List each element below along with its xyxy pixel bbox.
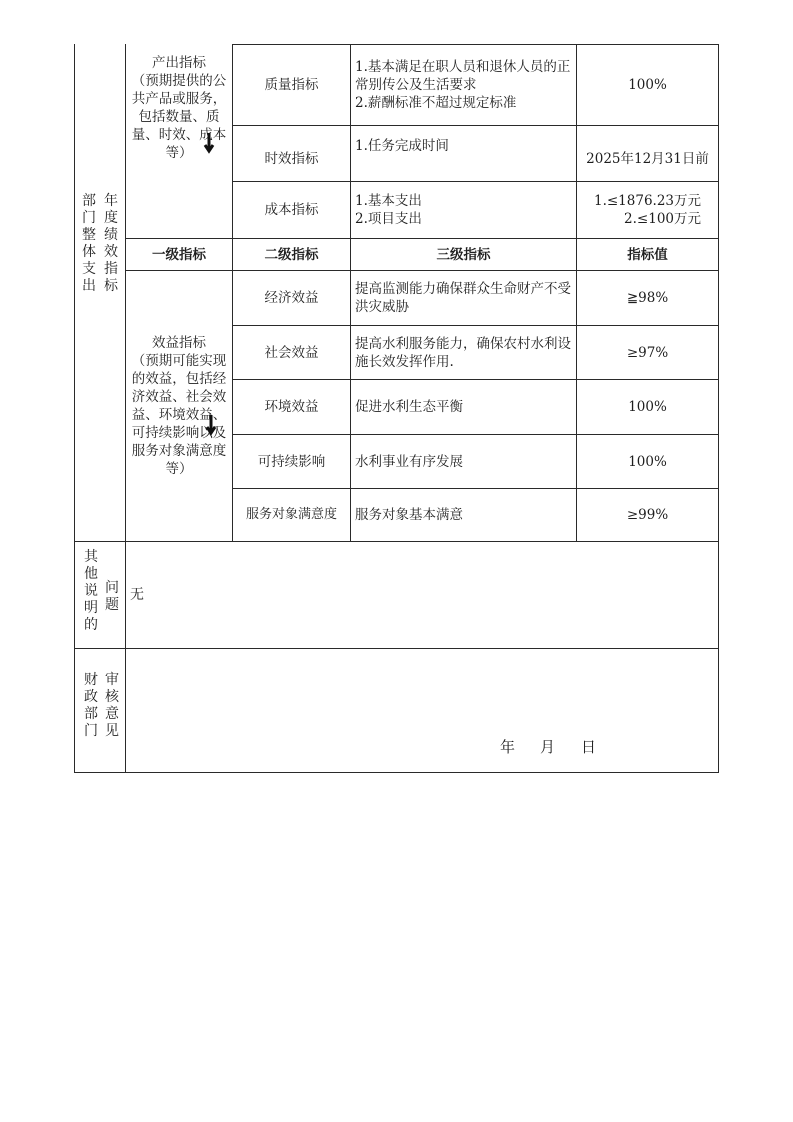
benefit-level2-sustainable: 可持续影响	[257, 453, 326, 470]
benefit-level2-satisfaction: 服务对象满意度	[245, 507, 337, 522]
output-category	[126, 54, 232, 182]
output-level2-cost: 成本指标	[264, 202, 319, 218]
header-level1: 一级指标	[152, 246, 206, 263]
output-level3-cost	[351, 182, 576, 238]
ink-mark-icon	[203, 133, 215, 155]
benefit-level3-environment: 促进水利生态平衡	[355, 399, 463, 415]
output-level3-cost-text: 1.基本支出 2.项目支出	[355, 193, 422, 227]
output-value-timeliness: 2025年12月31日前	[586, 150, 709, 167]
other-label-b: 问题	[105, 580, 119, 613]
output-level3-quality	[351, 45, 576, 125]
other-label-a: 其他说明的	[84, 549, 98, 633]
output-level3-timeliness: 1.任务完成时间	[355, 138, 449, 154]
benefit-level2-economic: 经济效益	[264, 290, 319, 306]
finance-date-day: 日	[581, 738, 597, 756]
benefit-level3-social: 提高水利服务能力，确保农村水利设施长效发挥作用.	[355, 335, 571, 370]
benefit-level2-social: 社会效益	[264, 344, 319, 361]
output-value-quality: 100%	[628, 77, 667, 93]
finance-label-b: 审核意见	[105, 672, 119, 739]
benefit-level3-satisfaction: 服务对象基本满意	[355, 507, 463, 523]
benefit-level3-sustainable: 水利事业有序发展	[355, 453, 463, 470]
benefit-value-social: ≥97%	[626, 344, 669, 361]
border-left	[74, 44, 75, 773]
output-value-cost	[577, 182, 718, 238]
header-level2: 二级指标	[264, 246, 319, 263]
row-line-bottom	[74, 772, 719, 773]
border-right	[718, 44, 719, 773]
output-value-cost-text: 1.≤1876.23万元 2.≤100万元	[593, 193, 702, 227]
row-line-9	[74, 541, 719, 542]
side-label-department: 部门整体支出	[82, 193, 96, 294]
header-value: 指标值	[627, 246, 668, 263]
side-label-annual: 年度绩效指标	[104, 193, 118, 294]
header-level3: 三级指标	[436, 246, 491, 263]
output-category-text: 产出指标 （预期提供的公共产品或服务，包括数量、质量、时效、成本等）	[131, 55, 227, 161]
benefit-value-sustainable: 100%	[628, 453, 667, 470]
finance-date-year: 年	[500, 738, 516, 756]
benefit-category-text: 效益指标 （预期可能实现的效益，包括经济效益、社会效益、环境效益、可持续影响以及服务对象满意度等）	[131, 335, 227, 477]
ink-mark-icon	[205, 415, 217, 437]
benefit-value-satisfaction: ≥99%	[626, 507, 669, 523]
other-content: 无	[130, 587, 144, 603]
output-level2-timeliness: 时效指标	[264, 150, 319, 167]
benefit-level2-environment: 环境效益	[264, 399, 319, 415]
output-level3-quality-text: 1.基本满足在职人员和退休人员的正常别传公及生活要求 2.薪酬标准不超过规定标准	[355, 59, 571, 111]
benefit-category	[126, 271, 232, 541]
benefit-value-economic: ≧98%	[626, 290, 669, 306]
benefit-value-environment: 100%	[628, 399, 667, 415]
output-level2-quality: 质量指标	[264, 77, 319, 93]
row-line-10	[74, 648, 719, 649]
finance-date-month: 月	[540, 738, 556, 756]
finance-label-a: 财政部门	[84, 672, 98, 739]
benefit-level3-economic: 提高监测能力确保群众生命财产不受洪灾威胁	[355, 281, 571, 315]
